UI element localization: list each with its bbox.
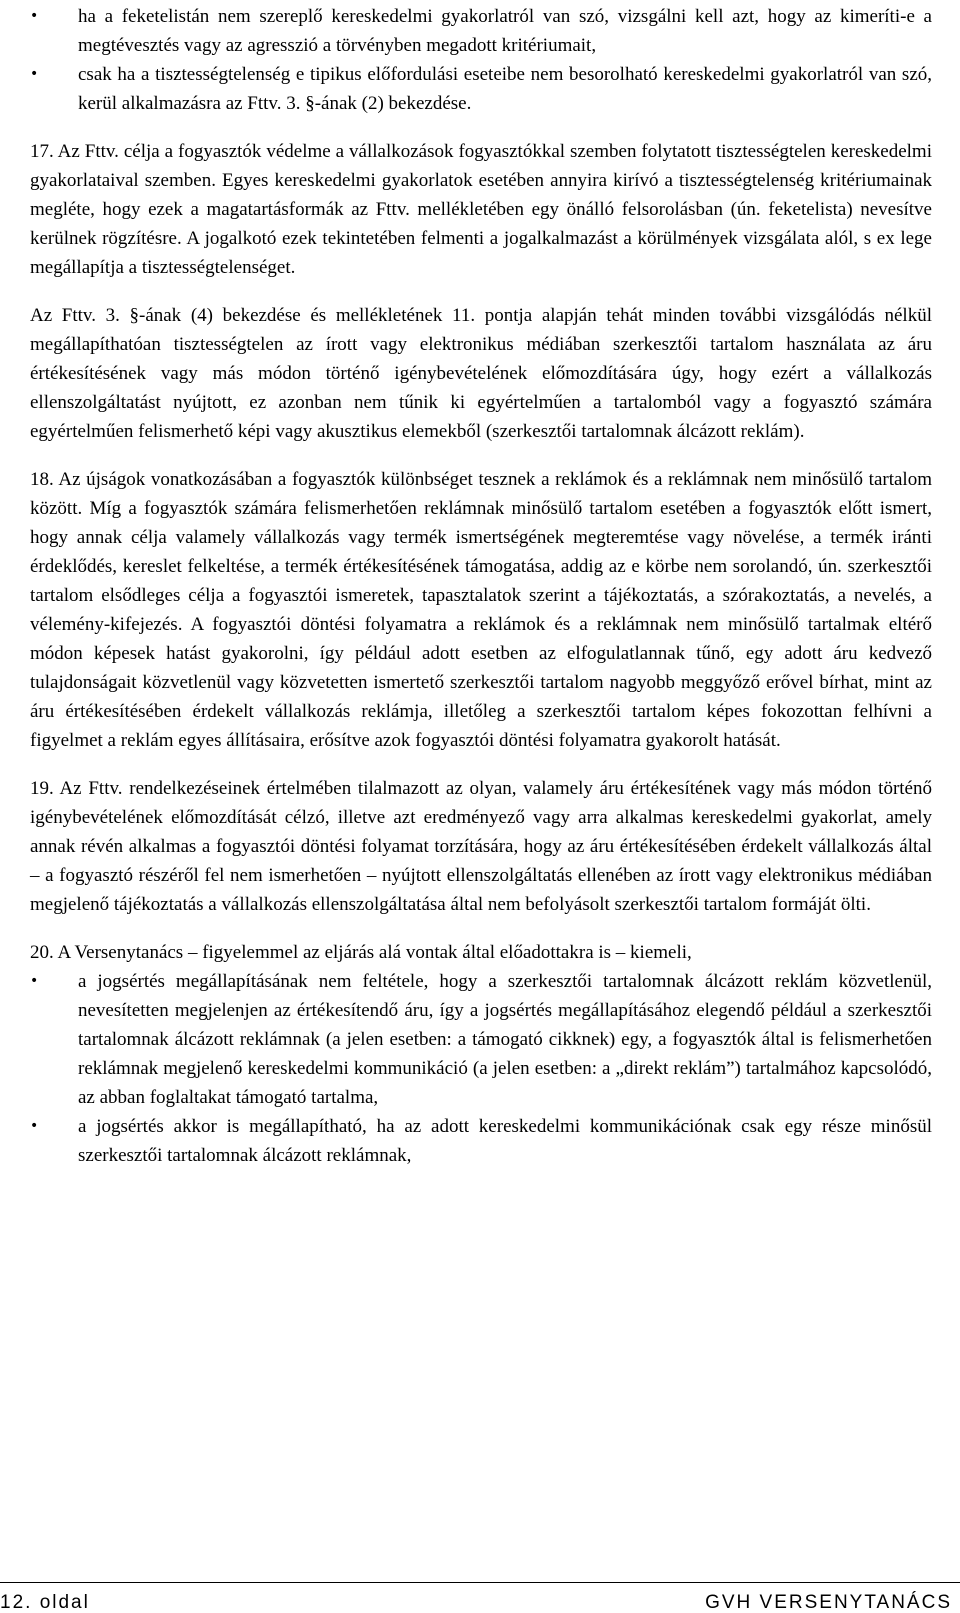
bullet-dot-icon: • [30, 66, 39, 82]
bullet-text: csak ha a tisztességtelenség e tipikus előfordulási eseteibe nem besorolható kereskedelmi gyakorlatról van szó, kerül alkalmazásra az Fttv. 3. §-ának (2) bekezdése. [78, 64, 932, 114]
paragraph-18: 18. Az újságok vonatkozásában a fogyasztók különbséget tesznek a reklámok és a reklámnak nem minősülő tartalom között. Míg a fogyasztók számára felismerhetően reklámnak minősülő tartalom esetében a fogyasztók előtt ismert, hogy annak célja valamely vállalkozás vagy termék ismertségének megteremtése vagy növelése, a termék iránti érdeklődés, kereslet felkeltése, a termék értékesítésének támogatása, addig az e körbe nem sorolandó, ún. szerkesztői tartalom elsődleges célja a fogyasztói ismeretek, tapasztalatok szerint a tájékoztatás, a szórakoztatás, a nevelés, a vélemény-kifejezés. A fogyasztói döntési folyamatra a reklámok és a reklámnak nem minősülő tartalmak eltérő módon képesek hatást gyakorolni, így például adott esetben az elfogulatlannak tűnő, egy adott áru kedvező tulajdonságait közvetlenül vagy közvetetten ismertető szerkesztői tartalom nagyobb meggyőző erővel bírhat, mint az áru értékesítésében érdekelt vállalkozás reklámja, illetőleg a szerkesztői tartalom képes fokozottan felhívni a figyelmet a reklám egyes állításaira, erősítve azok fogyasztói döntési folyamatra gyakorolt hatását. [30, 469, 932, 751]
paragraph-17-continued: Az Fttv. 3. §-ának (4) bekezdése és mellékletének 11. pontja alapján tehát minden további vizsgálódás nélkül megállapíthatóan tisztességtelen az írott vagy elektronikus médiában szerkesztői tartalom használata az áru értékesítésének vagy más módon történő igénybevételének előmozdítására úgy, hogy ezért a vállalkozás ellenszolgáltatást nyújtott, ez azonban nem tűnik ki egyértelműen a tartalomból vagy a fogyasztó számára egyértelműen felismerhető képi vagy akusztikus elemekből (szerkesztői tartalomnak álcázott reklám). [30, 305, 932, 442]
paragraph-spacer [30, 118, 932, 137]
paragraph-20: 20. A Versenytanács – figyelemmel az eljárás alá vontak által előadottakra is – kiemeli, [30, 942, 692, 963]
list-item [30, 1112, 932, 1170]
organization-name: GVH VERSENYTANÁCS [705, 1592, 952, 1613]
bullet-dot-icon: • [30, 8, 39, 24]
bullet-text: ha a feketelistán nem szereplő kereskedelmi gyakorlatról van szó, vizsgálni kell azt, hogy az kimeríti-e a megtévesztés vagy az agresszió a törvényben megadott kritériumait, [78, 6, 932, 56]
list-item [30, 967, 932, 1112]
top-bullet-list [30, 2, 932, 118]
bullet-dot-icon: • [30, 973, 39, 989]
document-body [30, 0, 932, 1170]
bullet-dot-icon: • [30, 1118, 39, 1134]
paragraph-spacer [30, 282, 932, 301]
paragraph-spacer [30, 755, 932, 774]
paragraph-spacer [30, 446, 932, 465]
page-number: 12. oldal [0, 1592, 90, 1613]
bullet-text: a jogsértés akkor is megállapítható, ha az adott kereskedelmi kommunikációnak csak egy része minősül szerkesztői tartalomnak álcázott reklámnak, [78, 1116, 932, 1166]
paragraph-19: 19. Az Fttv. rendelkezéseinek értelmében tilalmazott az olyan, valamely áru értékesítének vagy más módon történő igénybevételének előmozdítását célzó, illetve azt eredményező vagy arra alkalmas kereskedelmi gyakorlat, amely annak révén alkalmas a fogyasztói döntési folyamat torzítására, hogy az áru értékesítésében érdekelt vállalkozás által – a fogyasztó részéről fel nem ismerhetően – nyújtott ellenszolgáltatás ellenében az írott vagy elektronikus médiában megjelenő tájékoztatás a vállalkozás ellenszolgáltatása által nem befolyásolt szerkesztői tartalom formáját ölti. [30, 778, 932, 915]
bullet-text: a jogsértés megállapításának nem feltétele, hogy a szerkesztői tartalomnak álcázott reklám közvetlenül, nevesítetten megjelenjen az értékesítendő áru, így a jogsértés megállapításához elegendő például a szerkesztői tartalomnak álcázott reklámnak (a jelen esetben: a támogató cikknek) egy, a fogyasztók által is felismerhetően reklámnak megjelenő kereskedelmi kommunikáció (a jelen esetben: a „direkt reklám”) tartalmához kapcsolódó, az abban foglaltakat támogató tartalma, [78, 971, 932, 1108]
paragraph-spacer [30, 919, 932, 938]
list-item [30, 60, 932, 118]
bottom-bullet-list [30, 967, 932, 1170]
list-item [30, 2, 932, 60]
footer-divider [0, 1582, 960, 1583]
paragraph-17: 17. Az Fttv. célja a fogyasztók védelme a vállalkozások fogyasztókkal szemben folytatott tisztességtelen kereskedelmi gyakorlataival szemben. Egyes kereskedelmi gyakorlatok esetében annyira kirívó a tisztességtelenség kritériumainak megléte, hogy ezek a magatartásformák az Fttv. mellékletében egy önálló felsorolásban (ún. feketelista) nevesítve kerülnek rögzítésre. A jogalkotó ezek tekintetében felmenti a jogalkalmazást a körülmények vizsgálata alól, s ex lege megállapítja a tisztességtelenséget. [30, 141, 932, 278]
